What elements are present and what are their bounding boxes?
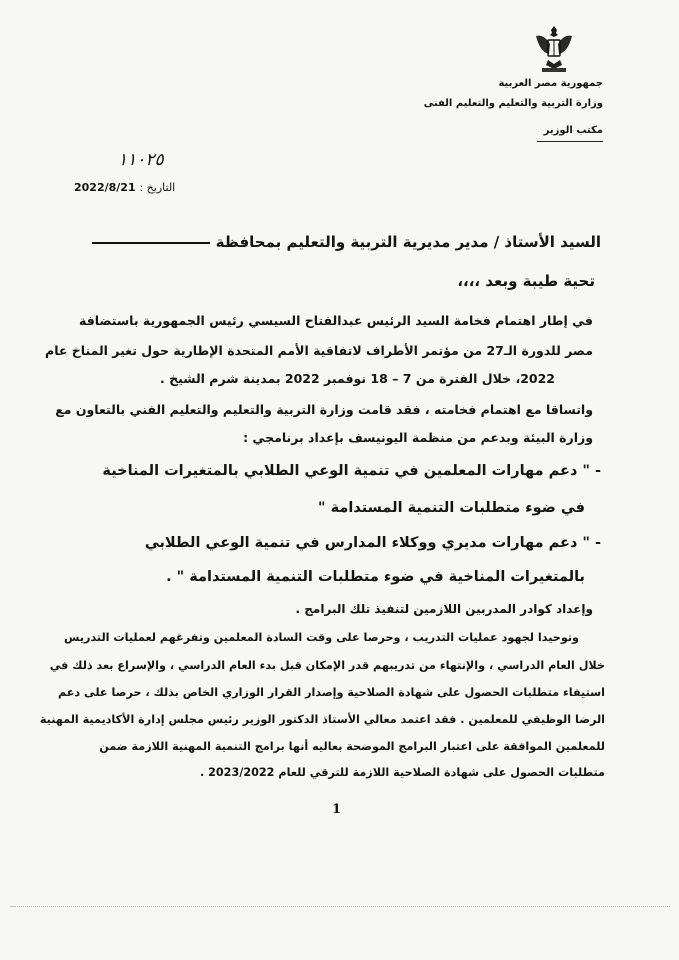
- date-label: التاريخ :: [139, 181, 176, 194]
- paragraph-3: وإعداد كوادر المدربين اللازمين لتنفيذ تلك البرامج .: [295, 602, 593, 616]
- addressee-line: [92, 233, 601, 251]
- bottom-dotted-divider: [10, 906, 670, 907]
- paragraph-4-line: خلال العام الدراسي ، والإنتهاء من تدريبهم قدر الإمكان قبل بدء العام الدراسي ، والإسراع بعد ذلك في: [49, 659, 605, 672]
- paragraph-1-line: في إطار اهتمام فخامة السيد الرئيس عبدالفتاح السيسي رئيس الجمهورية باستضافة: [79, 313, 593, 328]
- paragraph-4-line: للمعلمين الموافقة على اعتبار البرامج الموضحة بعاليه أنها برامج التنمية المهنية اللازمة ضمن: [99, 740, 605, 753]
- date-value: 2022/8/21: [74, 181, 136, 194]
- office-underline: [537, 141, 603, 142]
- paragraph-4-line: استيفاء متطلبات الحصول على شهادة الصلاحية وإصدار القرار الوزاري الخاص بذلك ، حرصا على دعم: [58, 686, 605, 699]
- addressee-text: السيد الأستاذ / مدير مديرية التربية والتعليم بمحافظة: [215, 233, 601, 251]
- country-name: جمهورية مصر العربية: [498, 78, 603, 89]
- blank-governorate-line: [92, 242, 210, 244]
- paragraph-2-line: وزارة البيئة وبدعم من منظمة اليونيسف بإعداد برنامجي :: [243, 430, 593, 445]
- eagle-emblem-icon: [532, 22, 576, 74]
- office-name: مكتب الوزير: [543, 125, 603, 136]
- greeting: تحية طيبة وبعد ،،،،: [457, 272, 595, 290]
- paragraph-1-line: مصر للدورة الـ27 من مؤتمر الأطراف لاتفاقية الأمم المتحدة الإطارية حول تغير المناخ عام: [45, 343, 593, 358]
- page-number: 1: [332, 802, 342, 817]
- reference-number: ١١٠٢٥: [118, 150, 164, 170]
- bullet-2-line: بالمتغيرات المناخية في ضوء متطلبات التنمية المستدامة " .: [166, 569, 585, 585]
- paragraph-1-line: 2022، خلال الفترة من 7 – 18 نوفمبر 2022 بمدينة شرم الشيخ .: [160, 371, 555, 386]
- bullet-1-line: - " دعم مهارات المعلمين في تنمية الوعي الطلابي بالمتغيرات المناخية: [102, 463, 601, 479]
- paragraph-4-line: متطلبات الحصول على شهادة الصلاحية اللازمة للترقي للعام 2023/2022 .: [199, 766, 605, 779]
- ministry-name: وزارة التربية والتعليم والتعليم الفنى: [423, 98, 603, 109]
- paragraph-4-line: الرضا الوظيفي للمعلمين . فقد اعتمد معالي الأستاذ الدكتور الوزير رئيس مجلس إدارة الأكاديمية المهنية: [39, 713, 605, 726]
- paragraph-4-line: وتوحيدا لجهود عمليات التدريب ، وحرصا على وقت السادة المعلمين وتفرغهم لعمليات التدريس: [64, 631, 579, 644]
- date-line: [74, 181, 175, 194]
- bullet-1-line: في ضوء متطلبات التنمية المستدامة ": [318, 500, 585, 516]
- paragraph-2-line: واتساقا مع اهتمام فخامته ، فقد قامت وزارة التربية والتعليم والتعليم الفني بالتعاون مع: [55, 402, 593, 417]
- bullet-2-line: - " دعم مهارات مديري ووكلاء المدارس في تنمية الوعي الطلابي: [144, 535, 601, 551]
